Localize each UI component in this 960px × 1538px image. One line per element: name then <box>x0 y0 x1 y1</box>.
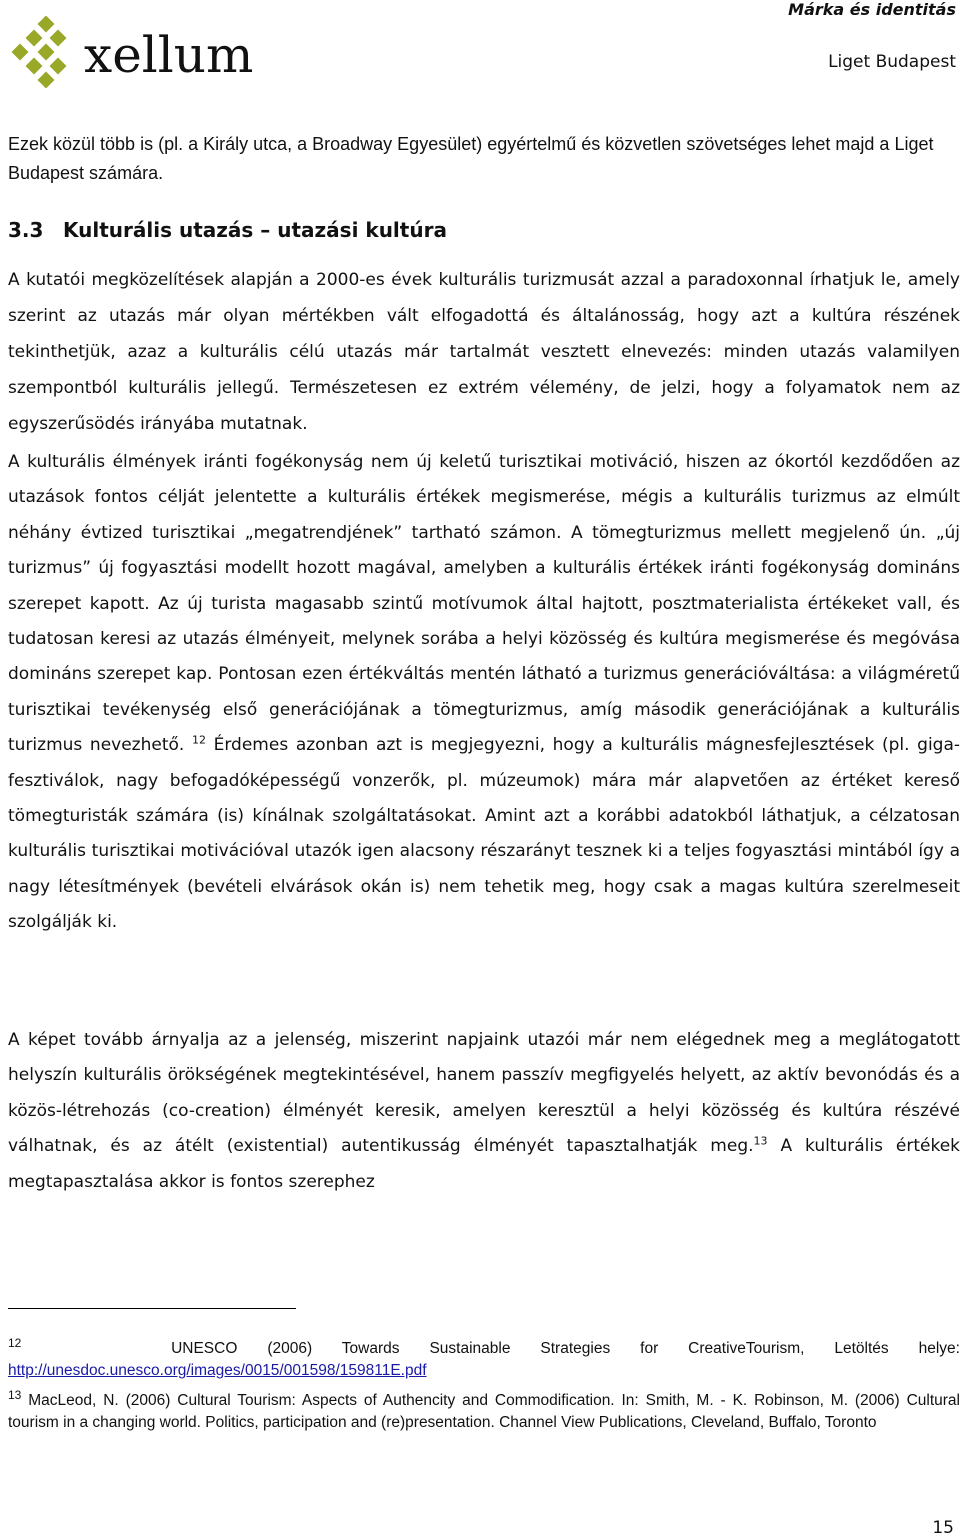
paragraph-3-text-a: A képet tovább árnyalja az a jelenség, miszerint napjaink utazói már nem elégednek meg a meglátogatott helyszín kulturális örökségének megtekintésével, hanem passzív megfigyelés helyett, az aktív bevonódás és a közös-létrehozás (co-creation) élményét keresik, amelyen keresztül a helyi közösség és kultúra részévé válhatnak, és az átélt (existential) autentikusság élményét tapasztalhatják meg. <box>8 1030 960 1157</box>
footnote-ref-12[interactable]: 12 <box>191 733 206 747</box>
paragraph-3 <box>8 1023 960 1200</box>
paragraph-1: A kutatói megközelítések alapján a 2000-es évek kulturális turizmusát azzal a paradoxonnal írhatjuk le, amely szerint az utazás már olyan mértékben vált elfogadottá és általánosság, hogy azt a kultúra részének tekinthetjük, azaz a kulturális célú utazás már tartalmát vesztett elnevezés: minden utazás valamilyen szempontból kulturális jellegű. Természetesen ez extrém vélemény, de jelzi, hogy a folyamatok nem az egyszerűsödés irányába mutatnak. <box>8 270 960 434</box>
footnote-12 <box>8 1335 960 1382</box>
logo-wordmark: xellum <box>84 26 254 84</box>
footnote-text: MacLeod, N. (2006) Cultural Tourism: Aspects of Authencity and Commodification. In: Smith, M. - K. Robinson, M. (2006) Cultural tourism in a changing world. Politics, participation and (re)presentation. Channel View Publications, Cleveland, Buffalo, Toronto <box>8 1392 960 1431</box>
section-title: Kulturális utazás – utazási kultúra <box>63 218 447 242</box>
section-number: 3.3 <box>8 218 44 242</box>
footnote-13 <box>8 1387 960 1434</box>
intro-text: Ezek közül több is (pl. a Király utca, a Broadway Egyesület) egyértelmű és közvetlen szövetséges lehet majd a Liget Budapest számára. <box>8 134 934 183</box>
paragraph-2 <box>8 445 960 941</box>
page-number: 15 <box>932 1518 954 1538</box>
xellum-logo <box>8 16 254 88</box>
footnote-ref-13[interactable]: 13 <box>753 1134 768 1148</box>
footnote-link[interactable]: http://unesdoc.unesco.org/images/0015/001598/159811E.pdf <box>8 1362 427 1379</box>
paragraph-2-text-a: A kulturális élmények iránti fogékonyság nem új keletű turisztikai motiváció, hiszen az ókortól kezdődően az utazások fontos célját jelentette a kulturális értékek megismerése, mégis a kulturális turizmus az elmúlt néhány évtized turisztikai „megatrendjének” tartható számon. A tömegturizmus mellett megjelenő ún. „új turizmus” új fogyasztási modellt hozott magával, amelyben a kulturális értékek iránti fogékonyság domináns szerepet kapott. Az új turista magasabb szintű motívumok által hajtott, posztmaterialista értékeket vall, és tudatosan keresi az utazás élményeit, melynek sorába a helyi közösség és kultúra megismerése és megóvása domináns szerepet kap. Pontosan ezen értékváltás mentén látható a turizmus generációváltása: a világméretű turisztikai tevékenység első generációjának a tömegturizmus, amíg második generációjának a kulturális turizmus nevezhető. <box>8 452 960 756</box>
document-subtitle: Liget Budapest <box>828 52 956 72</box>
document-title: Márka és identitás <box>788 0 956 19</box>
section-heading <box>8 215 960 245</box>
paragraph-3-text-b: A kulturális értékek megtapasztalása akkor is fontos szerephez <box>8 1136 960 1192</box>
page-header <box>0 0 960 100</box>
logo-diamond-icon <box>8 16 80 88</box>
footnote-divider <box>8 1308 296 1309</box>
footnote-number: 13 <box>8 1387 22 1402</box>
footnote-text: UNESCO (2006) Towards Sustainable Strategies for CreativeTourism, Letöltés helye: <box>171 1340 960 1357</box>
footnote-number: 12 <box>8 1335 22 1350</box>
paragraph-2-text-b: Érdemes azonban azt is megjegyezni, hogy a kulturális mágnesfejlesztések (pl. giga-fesztiválok, nagy befogadóképességű vonzerők, pl. múzeumok) mára már alapvetően az értéket kereső tömegturisták számára (is) kínálnak szolgáltatásokat. Amint azt a korábbi adatokból láthatjuk, a célzatosan kulturális turisztikai motivációval utazók igen alacsony részarányt tesznek ki a teljes fogyasztási mintából így a nagy létesítmények (bevételi elvárások okán is) nem tehetik meg, hogy csak a magas kultúra szerelmeseit szolgálják ki. <box>8 735 960 933</box>
